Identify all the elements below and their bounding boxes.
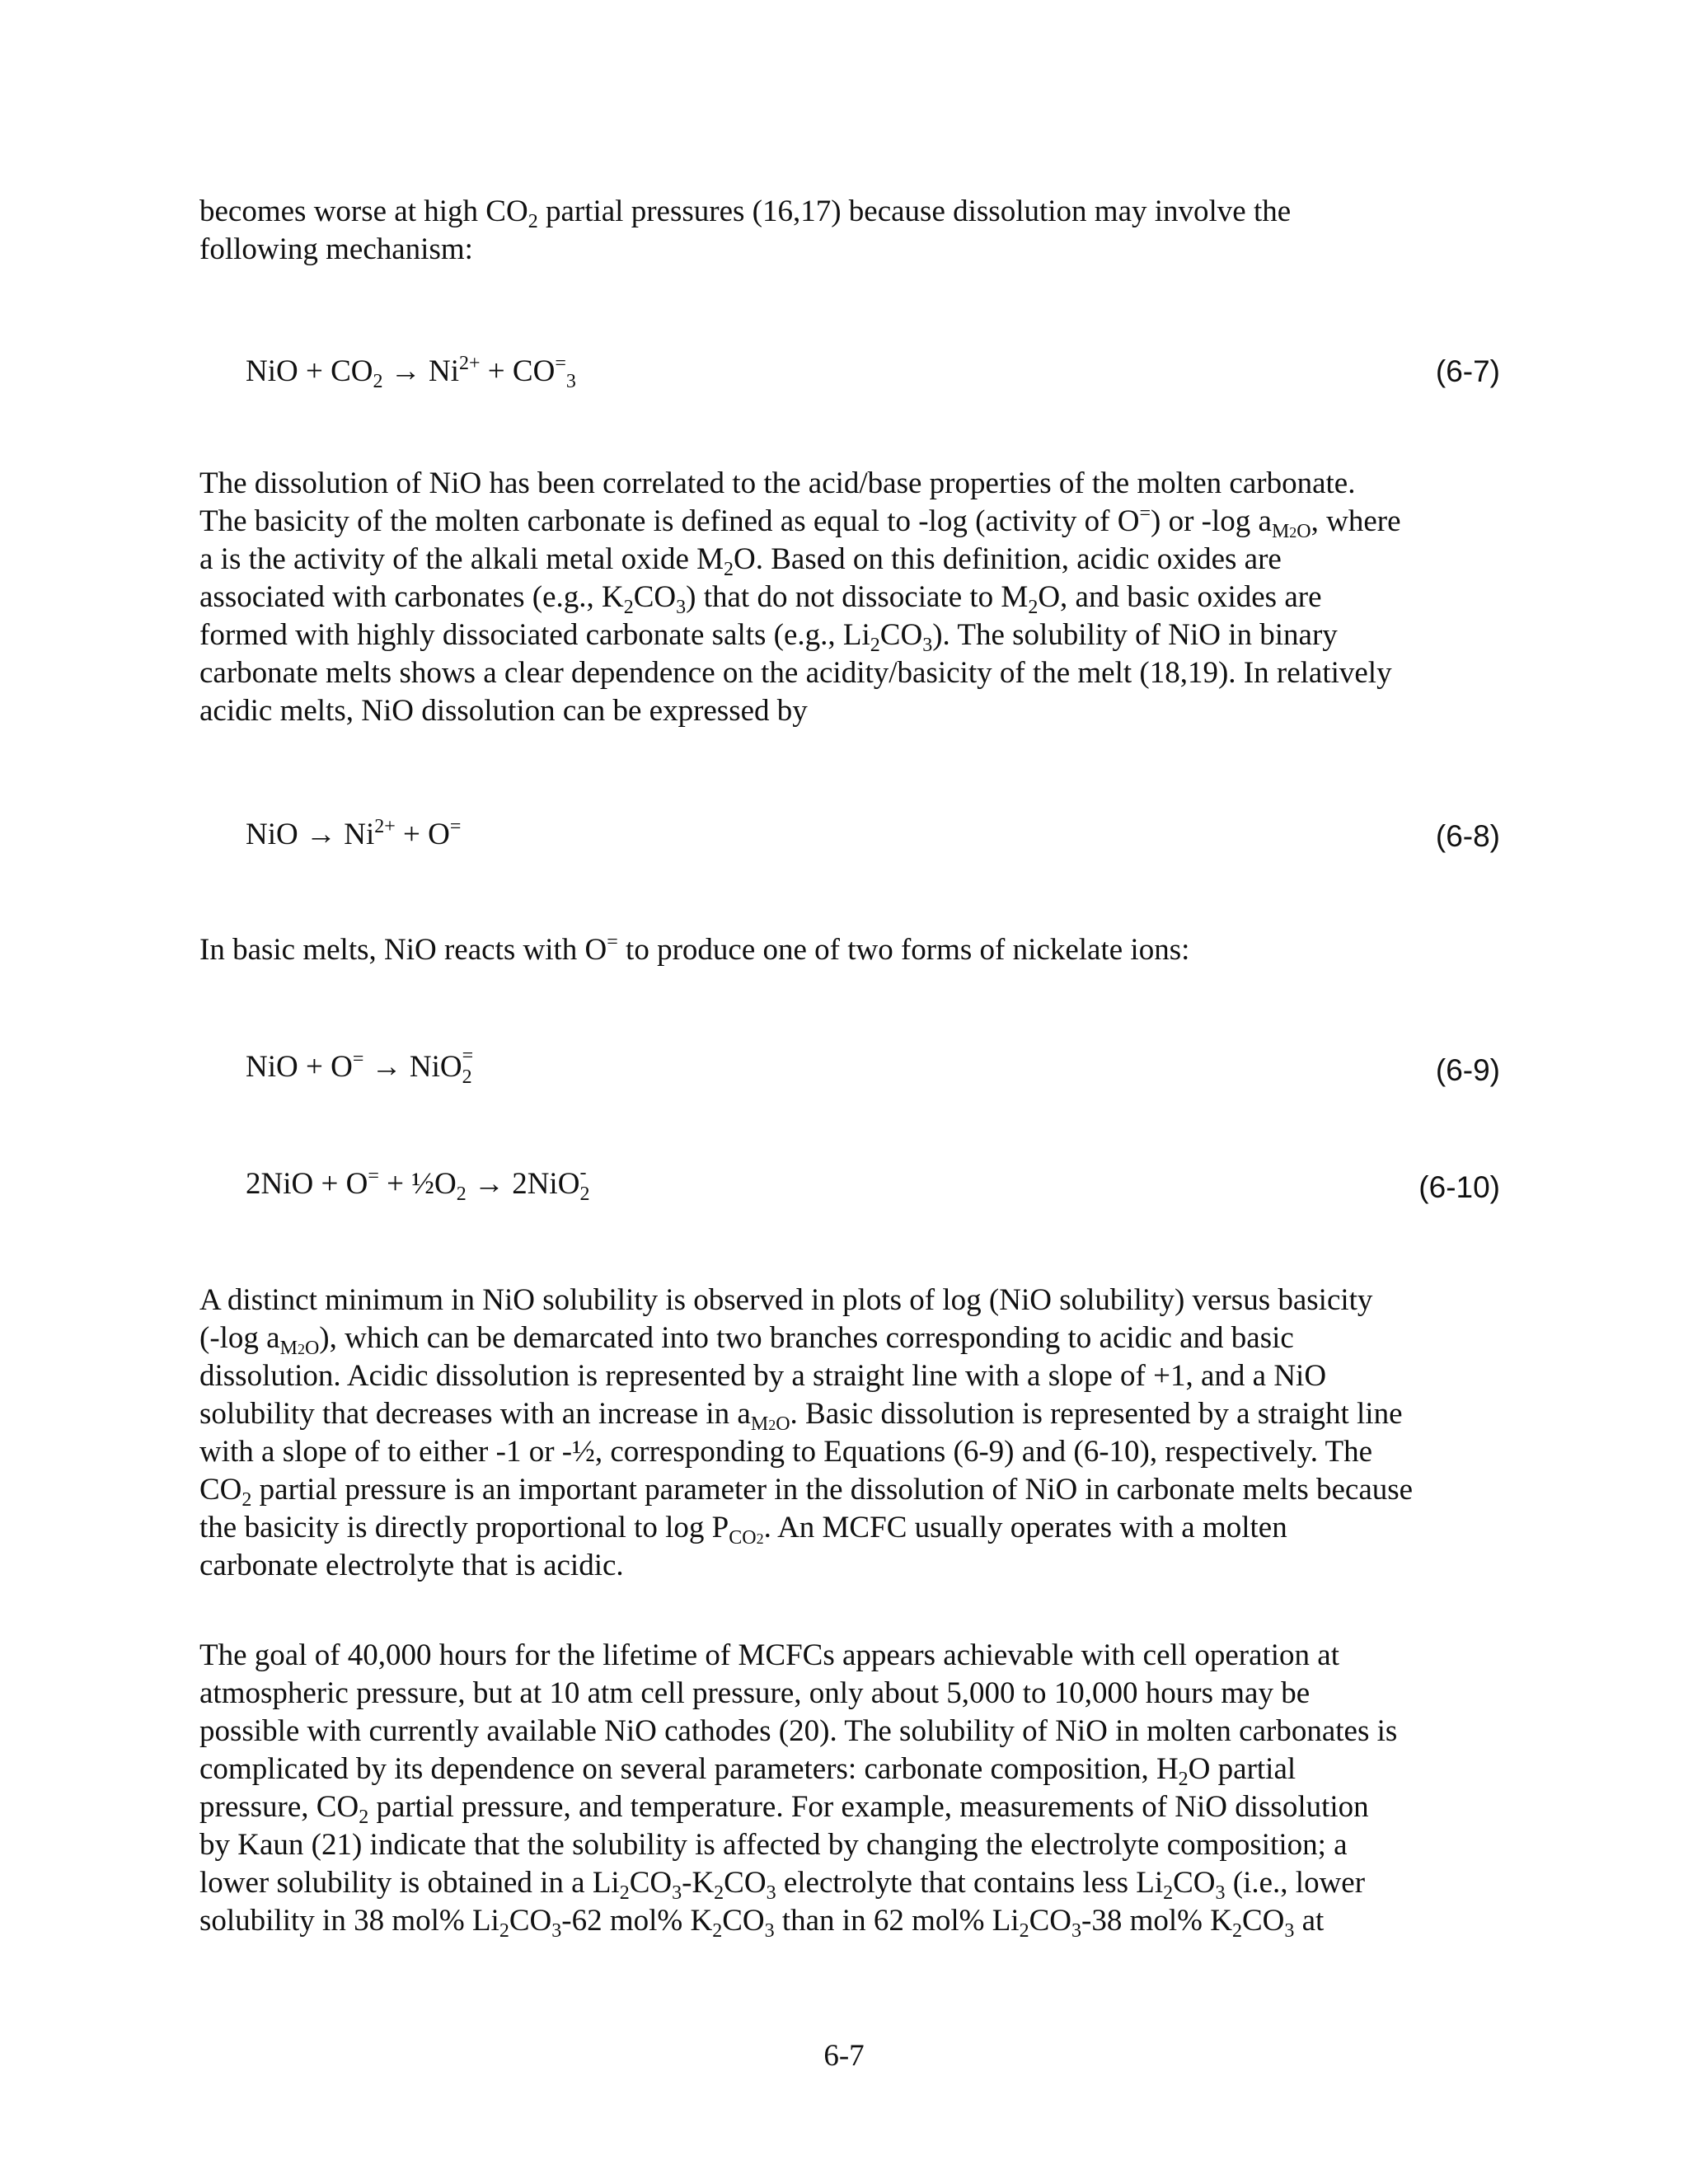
equation-number: (6-9) [1435,1053,1500,1087]
text-line: solubility that decreases with an increase in $a_{M2O}$. Basic dissolution is represented by a straight line [199,1397,1403,1435]
text-line: A distinct minimum in NiO solubility is observed in plots of log (NiO solubility) versus basicity [199,1283,1373,1317]
equation-6-10: $2NiO + O^= + \frac{1}{2}O_2 \to 2NiO_2$ - [246,1162,590,1205]
text-line: atmospheric pressure, but at 10 atm cell pressure, only about 5,000 to 10,000 hours may be [199,1676,1311,1710]
text-line: pressure, $CO_2$ partial pressure, and temperature. For example, measurements of NiO dissolution [199,1790,1369,1828]
equation-number: (6-8) [1435,819,1500,853]
text-line: complicated by its dependence on several parameters: carbonate composition, $H_2O$ partial [199,1752,1296,1790]
text-line: following mechanism: [199,232,473,266]
text-line: carbonate melts shows a clear dependence on the acidity/basicity of the melt (18,19). In relatively [199,656,1392,690]
paragraph-intro [199,193,1502,269]
paragraph-solubility-minimum [199,1282,1502,1585]
equation-number: (6-7) [1435,354,1500,388]
text-line: with a slope of to either -1 or -½, corresponding to Equations (6-9) and (6-10), respectively. The [199,1435,1373,1469]
text-line: by Kaun (21) indicate that the solubility is affected by changing the electrolyte composition; a [199,1828,1348,1862]
paragraph-lifetime [199,1637,1502,1940]
text-line: In basic melts, NiO reacts with O= to produce one of two forms of nickelate ions: [199,931,1190,967]
equation-6-7: NiO + $CO_2 \to Ni^{2+} + CO^=_3$ [246,353,576,392]
text-line: a is the activity of the alkali metal oxide $M_2O$. Based on this definition, acidic oxides are [199,542,1282,580]
text-line: lower solubility is obtained in a $Li_2CO_3-K_2CO_3$ electrolyte that contains less $Li_2CO_3$ (i.e., lower [199,1866,1366,1904]
text-line: The basicity of the molten carbonate is defined as equal to -log (activity of O=) or -log $a_{M2O}$, where [199,503,1401,542]
equation-number: (6-10) [1418,1170,1500,1204]
text-line: becomes worse at high $CO_2$ partial pressures (16,17) because dissolution may involve the [199,194,1292,232]
text-line: $CO_2$ partial pressure is an important parameter in the dissolution of NiO in carbonate melts because [199,1473,1414,1511]
text-line: associated with carbonates (e.g., $K_2CO_3$) that do not dissociate to $M_2O$, and basic oxides are [199,580,1322,618]
equation-6-9: NiO + O= → NiO$_2$ = [246,1045,474,1088]
text-line: acidic melts, NiO dissolution can be expressed by [199,694,808,728]
text-line: the basicity is directly proportional to $\log P_{CO2}$. An MCFC usually operates with a molten [199,1511,1287,1549]
page-number: 6-7 [823,2039,865,2073]
paragraph-basic-melts [199,931,1502,969]
text-line: The dissolution of NiO has been correlated to the acid/base properties of the molten carbonate. [199,466,1356,500]
equation-6-8: NiO → $Ni^{2+} + O^=$ [246,816,462,851]
paragraph-basicity [199,465,1502,730]
text-line: carbonate electrolyte that is acidic. [199,1549,624,1582]
text-line: solubility in 38 mol% $Li_2CO_3-62$ mol% $K_2CO_3$ than in 62 mol% $Li_2CO_3-38$ mol% $K_2CO_3$ at [199,1904,1325,1942]
text-line: formed with highly dissociated carbonate salts (e.g., $Li_2CO_3$). The solubility of NiO in binary [199,618,1338,656]
text-line: (-log $a_{M2O}$), which can be demarcated into two branches corresponding to acidic and basic [199,1321,1294,1359]
text-line: possible with currently available NiO cathodes (20). The solubility of NiO in molten carbonates is [199,1714,1398,1748]
text-line: dissolution. Acidic dissolution is represented by a straight line with a slope of +1, and a NiO [199,1359,1327,1393]
text-line: The goal of 40,000 hours for the lifetime of MCFCs appears achievable with cell operation at [199,1638,1340,1672]
